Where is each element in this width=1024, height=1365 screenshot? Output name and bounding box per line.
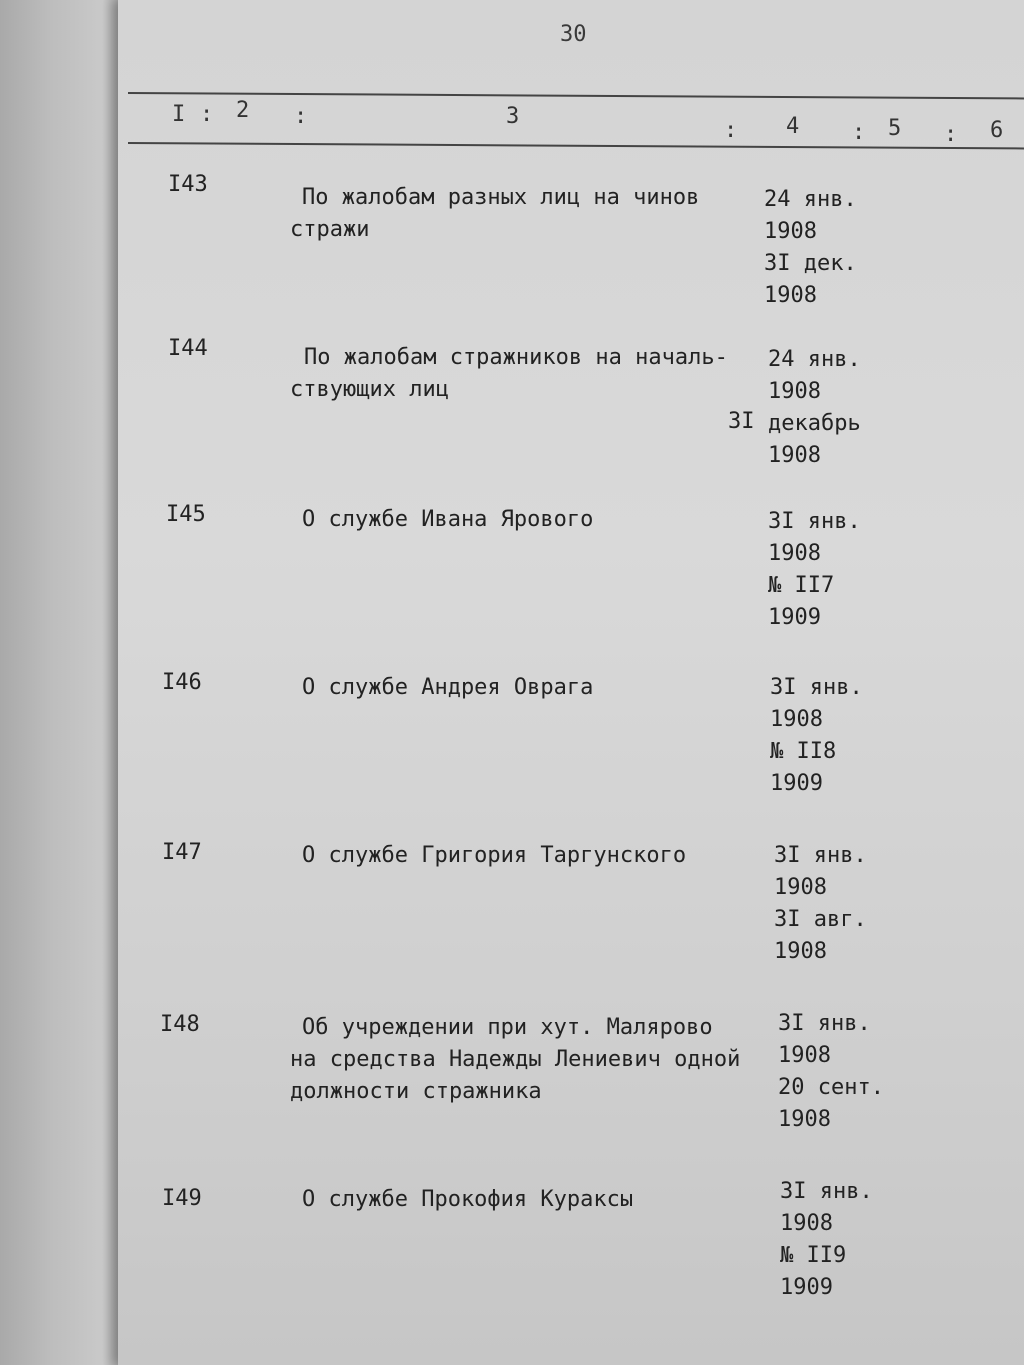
start-date: 3I янв.	[780, 1179, 873, 1204]
column-separator: :	[852, 120, 866, 145]
row-number: I47	[162, 840, 202, 865]
case-dates	[768, 506, 861, 634]
case-title	[290, 1012, 770, 1108]
start-year: 1908	[770, 707, 823, 732]
end-year: 1908	[764, 283, 817, 308]
end-year: 1909	[768, 605, 821, 630]
end-date: 3I авг.	[774, 907, 867, 932]
title-line: должности стражника	[290, 1079, 542, 1104]
row-number: I44	[168, 336, 208, 361]
case-title	[302, 840, 782, 872]
title-line: О службе Прокофия Кураксы	[302, 1187, 634, 1212]
start-year: 1908	[764, 219, 817, 244]
end-date: 3I дек.	[764, 251, 857, 276]
start-year: 1908	[768, 379, 821, 404]
start-date: 24 янв.	[764, 187, 857, 212]
start-date: 24 янв.	[768, 347, 861, 372]
row-number: I49	[162, 1186, 202, 1211]
column-header-5: 5	[888, 116, 902, 141]
start-date: 3I янв.	[778, 1011, 871, 1036]
end-year: 1909	[770, 771, 823, 796]
case-title	[302, 672, 782, 704]
end-date: декабрь	[768, 411, 861, 436]
title-line: на средства Надежды Лениевич одной	[290, 1047, 741, 1072]
title-line: О службе Григория Таргунского	[302, 843, 687, 868]
page-number: 30	[560, 22, 587, 47]
start-year: 1908	[768, 541, 821, 566]
start-date: 3I янв.	[770, 675, 863, 700]
column-separator: :	[724, 118, 738, 143]
case-title	[290, 182, 770, 246]
column-separator: :	[200, 102, 214, 127]
column-header-3: 3	[506, 104, 520, 129]
column-header-2: 2	[236, 98, 250, 123]
title-line: стражи	[290, 217, 370, 242]
end-date: 20 сент.	[778, 1075, 884, 1100]
title-line: О службе Ивана Ярового	[302, 507, 594, 532]
column-separator: :	[294, 104, 308, 129]
case-title	[290, 342, 770, 406]
case-reference: № II7	[768, 573, 835, 598]
case-dates	[778, 1008, 884, 1136]
start-date: 3I янв.	[768, 509, 861, 534]
start-date: 3I янв.	[774, 843, 867, 868]
case-reference: № II9	[780, 1243, 847, 1268]
row-number: I48	[160, 1012, 200, 1037]
column-header-4: 4	[786, 114, 800, 139]
row-number: I43	[168, 172, 208, 197]
case-title	[302, 1184, 782, 1216]
case-dates	[768, 344, 861, 472]
start-year: 1908	[774, 875, 827, 900]
title-line: ствующих лиц	[290, 377, 449, 402]
case-dates	[780, 1176, 873, 1304]
column-separator: :	[944, 122, 958, 147]
column-header-1: I	[172, 102, 186, 127]
end-year: 1908	[778, 1107, 831, 1132]
end-year: 1908	[768, 443, 821, 468]
row-number: I46	[162, 670, 202, 695]
case-dates	[764, 184, 857, 312]
title-line: О службе Андрея Оврага	[302, 675, 594, 700]
case-title	[302, 504, 782, 536]
start-year: 1908	[780, 1211, 833, 1236]
end-day-prefix: 3I	[728, 409, 755, 434]
start-year: 1908	[778, 1043, 831, 1068]
case-dates	[774, 840, 867, 968]
column-header-6: 6	[990, 118, 1004, 143]
case-dates	[770, 672, 863, 800]
case-reference: № II8	[770, 739, 837, 764]
left-page-edge	[0, 0, 128, 1365]
title-line: По жалобам стражников на началь-	[304, 345, 728, 370]
end-year: 1909	[780, 1275, 833, 1300]
title-line: Об учреждении при хут. Малярово	[302, 1015, 713, 1040]
end-year: 1908	[774, 939, 827, 964]
row-number: I45	[166, 502, 206, 527]
title-line: По жалобам разных лиц на чинов	[302, 185, 700, 210]
